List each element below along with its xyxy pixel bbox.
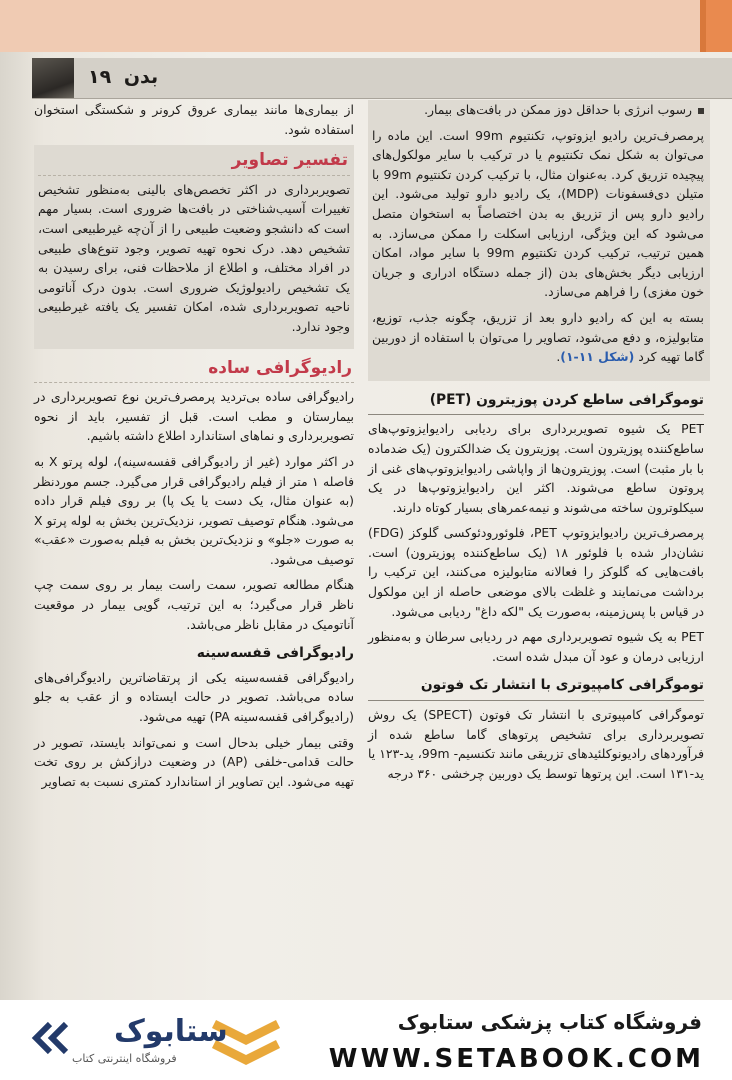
paragraph-text: بسته به این که رادیو دارو بعد از تزریق، چگونه جذب، توزیع، متابولیزه، و دفع می‌شود، تصاویر را می‌توان با استفاده از دوربین گاما تهیه کرد: [372, 309, 704, 365]
right-column: [368, 100, 704, 789]
section-title-interpretation: تفسیر تصاویر: [38, 145, 350, 176]
left-shaded-block: [34, 145, 354, 348]
top-band: [0, 0, 732, 52]
paragraph: PET به یک شیوه تصویربرداری مهم در ردیابی سرطان و به‌منظور ارزیابی درمان و عود آن مبدل شده است.: [368, 629, 704, 664]
arrows-icon: [28, 1018, 72, 1058]
paragraph-end: .: [556, 349, 561, 365]
paragraph: تصویربرداری در اکثر تخصص‌های بالینی به‌منظور تشخیص تغییرات آسیب‌شناختی در بافت‌ها ضروری است. بسیار مهم است که دانشجو وضعیت طبیعی را از آن‌چه غیرطبیعی است، تشخیص دهد. درک نحوه تهیه تصویر، وجود تنوع‌های طبیعی در افراد مختلف، و اطلاع از ملاحظات فنی، برای رسیدن به یک تشخیص رادیولوژیک ضروری است. بدون درک آناتومی ناحیه تصویربرداری شده، امکان تفسیر یک یافته غیرطبیعی وجود ندارد.: [38, 181, 350, 334]
shop-name: فروشگاه کتاب پزشکی ستابوک: [397, 1010, 702, 1034]
right-shaded-block: [368, 100, 710, 381]
section-title-pet: توموگرافی ساطع کردن پوزیترون (PET): [368, 391, 704, 416]
page-number-label: [82, 66, 158, 88]
bullet-icon: [698, 108, 704, 114]
left-column: [34, 100, 354, 797]
top-band-inner: [0, 0, 706, 52]
paragraph: [372, 308, 704, 367]
paragraph: پرمصرف‌ترین رادیو ایزوتوپ، تکنتیوم 99m است. این ماده را می‌توان به شکل نمک تکنتیوم یا در ترکیب با سایر مولکول‌های پیچیده تزریق کرد. به‌عنوان مثال، با ترکیب کردن تکنتیوم 99m با متیلن دی‌فسفونات (MDP)، یک رادیو دارو تولید می‌شود. این رادیو دارو پس از تزریق به بدن اختصاصاً به استخوان متصل می‌شود که این ویژگی، ارزیابی اسکلت را ممکن می‌سازد. به همین ترتیب، ترکیب کردن تکنتیوم 99m با سایر مواد، امکان ارزیابی دیگر بخش‌های بدن (از جمله دستگاه ادراری و جریان خون مغزی) را فراهم می‌سازد.: [372, 127, 705, 300]
paragraph: پرمصرف‌ترین رادیوایزوتوپ PET، فلوئورودئوکسی گلوکز (FDG) نشان‌دار شده با فلوئور ۱۸ (یک ساطع‌کننده پوزیترون) است. بافت‌هایی که گلوکز را فعالانه متابولیزه می‌کنند، این ترکیب را برداشت می‌نمایند و غلظت بالای موضعی حاصله از این مولکول در قیاس با پس‌زمینه، به‌صورت یک "لکه داغ" ردیابی می‌شود.: [368, 525, 704, 619]
header-thumbnail: [32, 58, 74, 98]
paragraph: PET یک شیوه تصویربرداری برای ردیابی رادیوایزوتوپ‌های ساطع‌کننده پوزیترون است. پوزیترون یک ضدالکترون (یک ضدماده با بار مثبت) است. پوزیترون‌ها از واپاشی رادیوایزوتوپ‌های غنی از پروتون ساطع می‌شوند. اکثر این رادیوایزوتوپ‌ها در یک سیکلوترون ساخته می‌شوند و نیمه‌عمرهای بسیار کوتاه دارند.: [368, 421, 704, 515]
brand-name: ستابوک: [114, 1014, 228, 1049]
chapter-name: بدن: [123, 66, 159, 88]
store-url[interactable]: WWW.SETABOOK.COM: [328, 1044, 704, 1074]
store-logo[interactable]: [28, 1014, 288, 1070]
section-title-plain-radiography: رادیوگرافی ساده: [34, 353, 354, 384]
page-header: [32, 58, 732, 99]
section-title-chest-radiography: رادیوگرافی قفسه‌سینه: [196, 645, 354, 662]
paragraph: وقتی بیمار خیلی بدحال است و نمی‌تواند بایستد، تصویر در حالت قدامی-خلفی (AP) در وضعیت درازکش بر روی تخت تهیه می‌شود. این تصاویر از استاندارد کمتری نسبت به تصاویر: [34, 734, 354, 789]
page-number: ۱۹: [88, 66, 112, 88]
brand-tagline: فروشگاه اینترنتی کتاب: [72, 1052, 177, 1065]
bullet-item: [372, 100, 704, 120]
paragraph: در اکثر موارد (غیر از رادیوگرافی قفسه‌سینه)، لوله پرتو X به فاصله ۱ متر از فیلم رادیوگرافی قرار می‌گیرد. جسم موردنظر (به عنوان مثال، یک دست یا یک پا) بر روی فیلم قرار داده می‌شود. هنگام توصیف تصویر، نزدیک‌ترین بخش به لوله پرتو X به صورت «جلو» و نزدیک‌ترین بخش به فیلم به‌صورت «عقب» توصیف می‌شود.: [34, 453, 354, 567]
bullet-text: رسوب انرژی با حداقل دوز ممکن در بافت‌های بیمار.: [424, 102, 692, 117]
paragraph: رادیوگرافی ساده بی‌تردید پرمصرف‌ترین نوع تصویربرداری در بیمارستان و مطب است. قبل از تفسیر، باید از نحوه تصویربرداری و نماهای استاندارد اطلاع داشته باشیم.: [34, 389, 354, 444]
paragraph: از بیماری‌ها مانند بیماری عروق کرونر و شکستگی استخوان استفاده شود.: [34, 102, 354, 137]
section-title-spect: توموگرافی کامپیوتری با انتشار تک فوتون: [368, 676, 704, 701]
paragraph: هنگام مطالعه تصویر، سمت راست بیمار بر روی سمت چپ ناظر قرار می‌گیرد؛ به این ترتیب، گویی بیمار در موقعیت آناتومیک در مقابل ناظر می‌باشد.: [34, 577, 354, 632]
paragraph: توموگرافی کامپیوتری با انتشار تک فوتون (SPECT) یک روش تصویربرداری برای تشخیص پرتوهای گاما ساطع شده از فرآوردهای رادیونوکلئیدهای تزریقی مانند تکنسیم- 99m، ید-۱۲۳ یا ید-۱۳۱ است. این پرتوها توسط یک دوربین چرخشی ۳۶۰ درجه: [368, 707, 705, 781]
paragraph: رادیوگرافی قفسه‌سینه یکی از پرتقاضاترین رادیوگرافی‌های ساده می‌باشد. تصویر در حالت ایستاده و از عقب به جلو (رادیوگرافی قفسه‌سینه PA) تهیه می‌شود.: [34, 669, 354, 725]
figure-reference: (شکل ۱۱-۱): [560, 349, 635, 365]
store-banner: [0, 1000, 732, 1080]
